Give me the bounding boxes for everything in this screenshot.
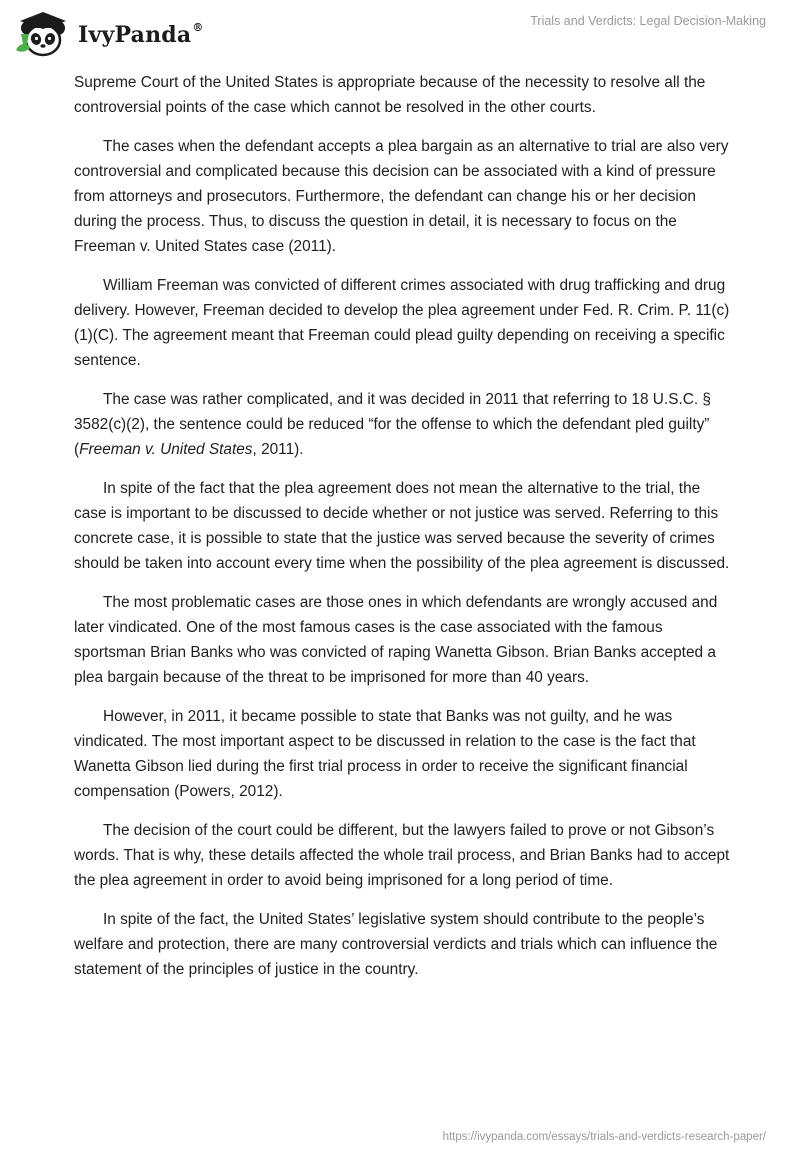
paragraph: William Freeman was convicted of different crimes associated with drug trafficking and drug delivery. However, Freeman decided to develop the plea agreement under Fed. R. Crim. P. 11(c)(1)(C). The agreement meant that Freeman could plead guilty depending on receiving a specific sentence. (74, 277, 730, 369)
paragraph: The most problematic cases are those ones in which defendants are wrongly accused and later vindicated. One of the most famous cases is the case associated with the famous sportsman Brian Banks who was convicted of raping Wanetta Gibson. Brian Banks accepted a plea bargain because of the threat to be imprisoned for more than 40 years. (74, 594, 718, 686)
paragraph: However, in 2011, it became possible to state that Banks was not guilty, and he was vindicated. The most important aspect to be discussed in relation to the case is the fact that Wanetta Gibson lied during the first trial process in order to receive the significant financial compensation (Powers, 2012). (74, 708, 696, 800)
paragraph: The case was rather complicated, and it was decided in 2011 that referring to 18 U.S.C. § 3582(c)(2), the sentence could be reduced “for the offense to which the defendant pled guilty” (Freeman v. United States, 2011). (74, 391, 711, 458)
paragraph: In spite of the fact that the plea agreement does not mean the alternative to the trial, the case is important to be discussed to decide whether or not justice was served. Referring to this concrete case, it is possible to state that the justice was served because the severity of crimes should be taken into account every time when the possibility of the plea agreement is discussed. (74, 480, 730, 572)
page-header (0, 0, 800, 70)
brand-name: IvyPanda® (78, 21, 204, 48)
document-title: Trials and Verdicts: Legal Decision-Making (530, 14, 766, 28)
essay-body (74, 70, 734, 996)
paragraph: In spite of the fact, the United States’ legislative system should contribute to the people’s welfare and protection, there are many controversial verdicts and trials which can influence the statement of the principles of justice in the country. (74, 911, 718, 978)
paragraph: Supreme Court of the United States is appropriate because of the necessity to resolve all the controversial points of the case which cannot be resolved in the other courts. (74, 74, 706, 116)
paragraph: The decision of the court could be different, but the lawyers failed to prove or not Gibson’s words. That is why, these details affected the whole trail process, and Brian Banks had to accept the plea agreement in order to avoid being imprisoned for a long period of time. (74, 822, 730, 889)
source-url[interactable]: https://ivypanda.com/essays/trials-and-verdicts-research-paper/ (442, 1131, 766, 1143)
case-citation: Freeman v. United States (79, 441, 253, 458)
ivypanda-logo[interactable] (14, 8, 204, 60)
panda-graduate-icon (14, 8, 72, 60)
paragraph: The cases when the defendant accepts a plea bargain as an alternative to trial are also very controversial and complicated because this decision can be associated with a kind of pressure from attorneys and prosecutors. Furthermore, the defendant can change his or her decision during the process. Thus, to discuss the question in detail, it is necessary to focus on the Freeman v. United States case (2011). (74, 138, 729, 255)
